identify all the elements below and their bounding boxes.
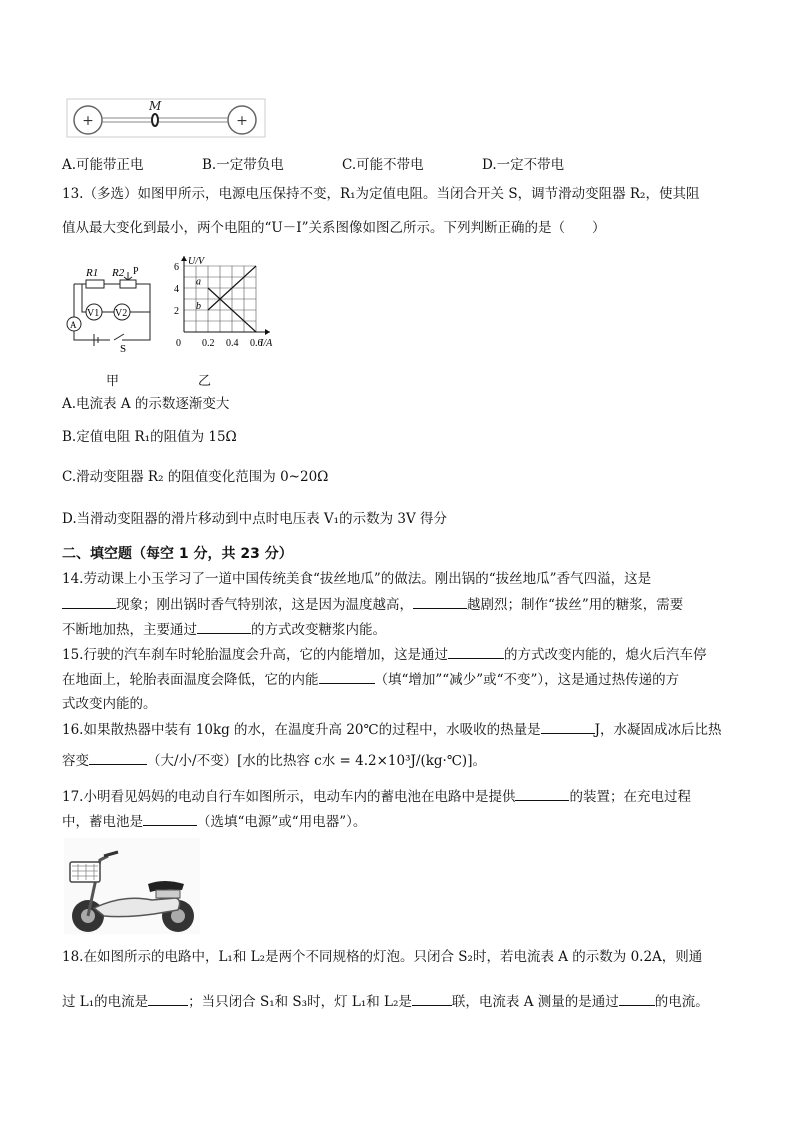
caption-yi: 乙	[198, 374, 212, 389]
label-a: A	[70, 320, 77, 330]
section-title: 二、填空题（每空 1 分，共 23 分）	[62, 546, 293, 562]
q17-line1	[62, 786, 691, 807]
q15-line1-text-a: 15.行驶的汽车刹车时轮胎温度会升高，它的内能增加，这是通过	[62, 647, 448, 663]
q16-line1-text-a: 16.如果散热器中装有 10kg 的水，在温度升高 20℃的过程中，水吸收的热量是	[62, 722, 541, 738]
u-i-chart	[166, 252, 284, 352]
q18-blank-2[interactable]	[412, 991, 452, 1006]
q13-option-d: D.当滑动变阻器的滑片移动到中点时电压表 V₁的示数为 3V 得分	[62, 511, 448, 527]
q17-line2-text-b: （选填“电源”或“用电器”）。	[197, 814, 367, 830]
q18-blank-1[interactable]	[148, 991, 188, 1006]
x-tick-label: 0	[176, 338, 181, 349]
label-v1: V1	[87, 308, 100, 319]
q16-line2-text-a: 容变	[62, 753, 89, 769]
x-axis-label: I/A	[260, 338, 273, 349]
q15-line2-text-b: （填“增加”“减少”或“不变”），这是通过热传递的方	[374, 672, 680, 688]
label-v2: V2	[115, 308, 128, 319]
q15-blank-1[interactable]	[448, 644, 504, 659]
q16-blank-2[interactable]	[89, 750, 147, 765]
y-axis-arrow	[181, 256, 187, 261]
q18-line2-text-a: 过 L₁的电流是	[62, 994, 149, 1010]
q12-option-d: D.一定不带电	[482, 157, 565, 173]
label-r1: R1	[86, 267, 99, 279]
series-label-b: b	[196, 300, 201, 312]
q14-blank-1[interactable]	[62, 594, 116, 609]
x-tick-label: 0.2	[202, 338, 215, 349]
q14-line3-text-b: 的方式改变糖浆内能。	[251, 622, 386, 638]
q17-line1-text-a: 17.小明看见妈妈的电动自行车如图所示，电动车内的蓄电池在电路中是提供	[62, 789, 516, 805]
caption-jia: 甲	[106, 374, 120, 389]
label-s: S	[120, 343, 127, 352]
q18-line2	[62, 991, 709, 1012]
circuit-diagram-jia	[64, 262, 159, 352]
q16-line2-text-b: （大/小/不变）[水的比热容 c水 = 4.2×10³J/(kg·℃)]。	[147, 753, 486, 769]
q16-blank-1[interactable]	[541, 719, 595, 734]
label-r2: R2	[112, 267, 125, 279]
ball-label-m: M	[149, 99, 162, 113]
svg-text:+: +	[236, 113, 248, 129]
q18-line2-text-b: ；当只闭合 S₁和 S₃时，灯 L₁和 L₂是	[188, 994, 412, 1010]
q17-line2	[62, 811, 366, 832]
q12-option-c: C.可能不带电	[342, 157, 424, 173]
q13-option-b: B.定值电阻 R₁的阻值为 15Ω	[62, 429, 237, 445]
q17-line1-text-b: 的装置；在充电过程	[569, 789, 691, 805]
q13-option-a: A.电流表 A 的示数逐渐变大	[62, 396, 230, 412]
q12-option-a: A.可能带正电	[62, 157, 144, 173]
q12-option-b: B.一定带负电	[202, 157, 284, 173]
y-tick-label: 6	[174, 262, 179, 273]
q15-line2-text-a: 在地面上，轮胎表面温度会降低，它的内能	[62, 672, 319, 688]
q14-line2	[62, 594, 683, 615]
q16-line1	[62, 719, 722, 740]
x-tick-label: 0.4	[226, 338, 239, 349]
q18-line2-text-c: 联，电流表 A 测量的是通过	[451, 994, 619, 1010]
electric-scooter-image	[64, 838, 200, 934]
q16-line1-text-b: J，水凝固成冰后比热	[594, 722, 722, 738]
q14-line3-text-a: 不断地加热，主要通过	[62, 622, 197, 638]
x-axis-arrow	[265, 329, 270, 335]
q18-line2-text-d: 的电流。	[654, 994, 709, 1010]
q14-line2-text-b: 越剧烈；制作“拔丝”用的糖浆，需要	[467, 597, 684, 613]
q15-line2	[62, 669, 679, 690]
q13-stem-line2: 值从最大变化到最小，两个电阻的“U－I”关系图像如图乙所示。下列判断正确的是（ ）	[62, 220, 606, 236]
q15-line1-text-b: 的方式改变内能的，熄火后汽车停	[503, 647, 707, 663]
q14-line2-text-a: 现象；刚出锅时香气特别浓，这是因为温度越高，	[116, 597, 413, 613]
q12-figure	[66, 98, 266, 138]
y-tick-label: 2	[174, 306, 179, 317]
q14-blank-2[interactable]	[413, 594, 467, 609]
q16-line2	[62, 750, 486, 771]
q17-line2-text-a: 中，蓄电池是	[62, 814, 143, 830]
q14-line1: 14.劳动课上小玉学习了一道中国传统美食“拔丝地瓜”的做法。刚出锅的“拔丝地瓜”香气四溢，这是	[62, 571, 652, 587]
x-tick-label: 0.6	[250, 338, 263, 349]
q14-line3	[62, 619, 386, 640]
label-p: P	[133, 266, 139, 277]
q17-blank-2[interactable]	[143, 811, 197, 826]
series-label-a: a	[196, 276, 201, 288]
q13-option-c: C.滑动变阻器 R₂ 的阻值变化范围为 0~20Ω	[62, 469, 329, 485]
q15-line1	[62, 644, 706, 665]
svg-text:+: +	[82, 113, 94, 129]
q18-line1: 18.在如图所示的电路中，L₁和 L₂是两个不同规格的灯泡。只闭合 S₂时，若电流表 A 的示数为 0.2A，则通	[62, 949, 703, 965]
q18-blank-3[interactable]	[619, 991, 655, 1006]
y-tick-label: 4	[174, 284, 179, 295]
q15-blank-2[interactable]	[319, 669, 375, 684]
q14-blank-3[interactable]	[197, 619, 251, 634]
y-axis-label: U/V	[188, 256, 205, 267]
q17-blank-1[interactable]	[515, 786, 569, 801]
q13-stem-line1: 13.（多选）如图甲所示，电源电压保持不变，R₁为定值电阻。当闭合开关 S，调节滑动变阻器 R₂，使其阻	[62, 186, 700, 202]
q12-options	[62, 153, 702, 173]
q15-line3: 式改变内能的。	[62, 696, 157, 712]
